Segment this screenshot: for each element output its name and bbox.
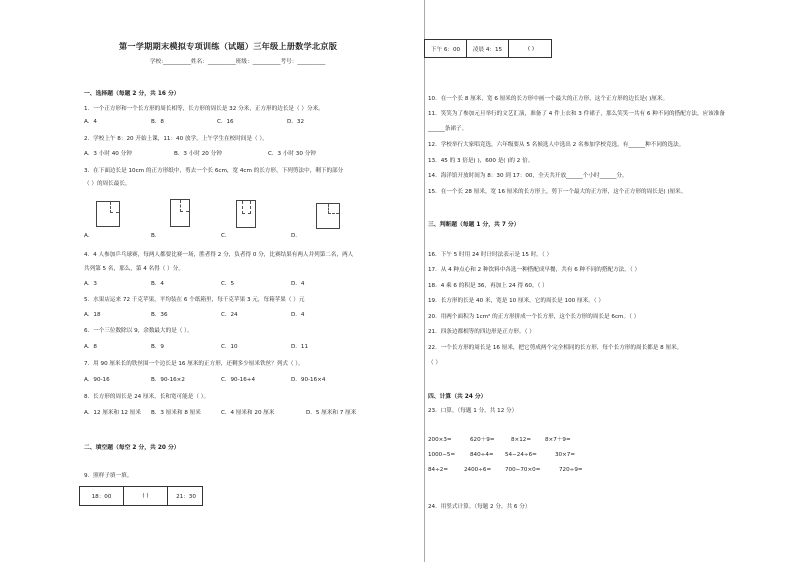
calc-r3-c2: 2400÷6=	[464, 467, 492, 473]
top-cell-3[interactable]: ( )	[527, 45, 535, 52]
question-3-line1: 3．在下面边长是 10cm 的正方形纸中，剪去一个长 6cm，宽 4cm 的长方形，下列剪法中，剩下的部分	[84, 168, 344, 174]
question-21: 21．四条边都相等的四边形是正方形。（ ）	[428, 329, 535, 335]
q5-option-b: B．36	[151, 312, 168, 318]
question-4-line2: 共列第 5 名，那么，第 4 名得（ ）分。	[84, 266, 184, 272]
q3-cut-a	[110, 202, 119, 213]
q3-figure-b	[170, 199, 190, 227]
q4-option-c: C．5	[221, 281, 235, 287]
question-11-line2: ______条裙子。	[428, 126, 468, 132]
question-14: 14．海洋馆开放时间为 8：30 到 17：00，全天共开放______个小时______分。	[428, 173, 628, 179]
q7-option-c: C．90-16+4	[221, 377, 255, 383]
question-2: 2．学校上午 8：20 开始上课，11：40 放学，上午学生在校时间是（ ）。	[84, 136, 268, 142]
question-1: 1．一个正方形和一个长方形的周长相等，长方形的周长是 32 分米，正方形的边长是（ ）分米。	[84, 106, 324, 112]
calc-r3-c4: 720÷9=	[559, 467, 583, 473]
question-18: 18．4 乘 6 的积是 36，再加上 24 得 60。（ ）	[428, 283, 548, 289]
question-10: 10．在一个长 8 厘米，宽 6 厘米的长方形中画一个最大的正方形，这个正方形的边长是( )厘米。	[428, 96, 669, 102]
question-19: 19．长方形的长是 40 米，宽是 10 厘米，它的周长是 100 厘米。（ ）	[428, 298, 604, 304]
question-8: 8．长方形的周长是 24 厘米，长和宽可能是（ ）。	[84, 394, 210, 400]
q2-option-b: B．3 小时 20 分钟	[174, 151, 222, 157]
q5-option-a: A．18	[84, 312, 101, 318]
q7-option-b: B．90-16×2	[151, 377, 185, 383]
q6-option-d: D．11	[291, 344, 309, 350]
q5-option-d: D．4	[291, 312, 305, 318]
q9-time-table	[79, 486, 203, 506]
q3-label-b: B．	[151, 233, 161, 239]
question-9: 9．照样子填一填。	[84, 473, 133, 479]
question-16: 16．下午 5 时用 24 时计时法表示是 15 时。（ ）	[428, 252, 553, 258]
question-6: 6．一个三位数除以 9，余数最大的是（ ）。	[84, 328, 193, 334]
q1-option-a: A．4	[84, 119, 97, 125]
q1-option-d: D．32	[287, 119, 305, 125]
question-3-line2: （ ）的周长最长。	[84, 181, 131, 187]
q9-cell-2[interactable]: ( )	[124, 487, 168, 505]
question-12: 12．学校举行大家唱竞选，六年级要从 5 名候选人中选出 2 名参加学校竞选，有______种不同的选法。	[428, 142, 685, 148]
calc-r2-c2: 840÷4=	[470, 452, 494, 458]
q3-label-c: C．	[221, 233, 231, 239]
section-calc-heading: 四、计算（共 24 分）	[428, 394, 487, 400]
q3-figure-a	[96, 201, 120, 227]
question-7: 7．用 90 厘米长的铁丝围一个边长是 16 厘米的正方形，还剩多少厘米铁丝？列式（ ）。	[84, 361, 304, 367]
section-choice-heading: 一、选择题（每题 2 分，共 16 分）	[84, 91, 180, 97]
calc-r2-c4: 30×7=	[555, 452, 576, 458]
calc-r2-c3: 54−24÷6=	[505, 452, 537, 458]
q4-option-a: A．3	[84, 281, 97, 287]
calc-r3-c1: 84÷2=	[428, 467, 449, 473]
q4-option-d: D．4	[291, 281, 305, 287]
q8-option-b: B．3 厘米和 8 厘米	[151, 410, 201, 416]
question-20: 20．用两个面积为 1cm² 的正方形拼成一个长方形，这个长方形的周长是 6cm。（ ）	[428, 314, 640, 320]
calc-r1-c3: 8×12=	[511, 437, 532, 443]
question-13: 13．45 的 3 倍是( )，600 是( )的 2 倍。	[428, 158, 534, 164]
question-23: 23．口算。（每题 1 分，共 12 分）	[428, 408, 518, 414]
q1-option-b: B．8	[151, 119, 164, 125]
q2-option-a: A．3 小时 40 分钟	[84, 151, 132, 157]
q3-cut-c	[242, 201, 251, 214]
q3-label-a: A．	[84, 233, 94, 239]
page-title: 第一学期期末模拟专项训练（试题）三年级上册数学北京版	[119, 41, 338, 51]
q3-figure-c	[236, 200, 256, 228]
column-divider	[424, 0, 425, 562]
calc-r1-c1: 200×3=	[428, 437, 452, 443]
calc-r3-c3: 700−70×0=	[505, 467, 541, 473]
q3-cut-d	[328, 204, 339, 214]
top-cell-2: 凌晨 4：15	[467, 40, 509, 57]
question-15: 15．在一个长 28 厘米，宽 16 厘米的长方形上，剪下一个最大的正方形，这个正方形的周长是( )厘米。	[428, 189, 687, 195]
q4-option-b: B．4	[151, 281, 164, 287]
q3-figure-d	[316, 203, 340, 229]
calc-r1-c4: 8×7＋9=	[545, 437, 571, 443]
question-22-line1: 22．一个长方形的周长是 16 厘米，把它剪成两个完全相同的长方形，每个长方形的周长都是 8 厘米。	[428, 345, 683, 351]
q8-option-d: D．5 厘米和 7 厘米	[306, 410, 357, 416]
question-24: 24．用竖式计算。（每题 2 分，共 6 分）	[428, 504, 531, 510]
question-17: 17．从 4 种点心和 2 种饮料中各选一种搭配成早餐，共有 6 种不同的搭配方法。（ ）	[428, 267, 641, 273]
q6-option-a: A．8	[84, 344, 97, 350]
question-22-line2: （ ）	[428, 360, 441, 366]
q9-cell-1: 18：00	[80, 487, 124, 505]
q7-option-d: D．90-16×4	[291, 377, 326, 383]
student-info-line: 学校:__________姓名：__________班级：__________考号：__________	[150, 59, 326, 65]
q9-cell-3: 21：30	[176, 494, 196, 500]
q8-option-a: A．12 厘米和 12 厘米	[84, 410, 141, 416]
question-11-line1: 11．笑笑为了参加元旦举行的文艺汇演，准备了 4 件上衣和 3 件裙子，那么笑笑一共有 6 种不同的搭配方法，应该准备	[428, 111, 725, 117]
q6-option-b: B．9	[151, 344, 164, 350]
q5-option-c: C．24	[221, 312, 238, 318]
calc-r1-c2: 620＋9=	[470, 437, 495, 443]
q2-option-c: C．3 小时 30 分钟	[268, 151, 316, 157]
q8-option-c: C．4 厘米和 20 厘米	[221, 410, 275, 416]
q7-option-a: A．90-16	[84, 377, 110, 383]
question-4-line1: 4．4 人参加乒乓球赛，每两人都要比赛一场，胜者得 2 分，负者得 0 分，比赛结果有两人并列第二名，两人	[84, 252, 354, 258]
section-judge-heading: 三、判断题（每题 1 分，共 7 分）	[428, 222, 520, 228]
question-5: 5．水果店运来 72 千克苹果，平均装在 6 个纸箱里，每千克苹果 3 元，每箱苹果（ ）元	[84, 297, 305, 303]
q3-label-d: D．	[291, 233, 301, 239]
section-fill-heading: 二、填空题（每空 2 分，共 20 分）	[84, 445, 180, 451]
calc-r2-c1: 1000−5=	[428, 452, 456, 458]
q6-option-c: C．10	[221, 344, 238, 350]
top-cell-1: 下午 6：00	[425, 40, 467, 57]
q3-cut-b	[180, 200, 189, 212]
top-time-table	[424, 39, 552, 58]
q1-option-c: C．16	[217, 119, 234, 125]
